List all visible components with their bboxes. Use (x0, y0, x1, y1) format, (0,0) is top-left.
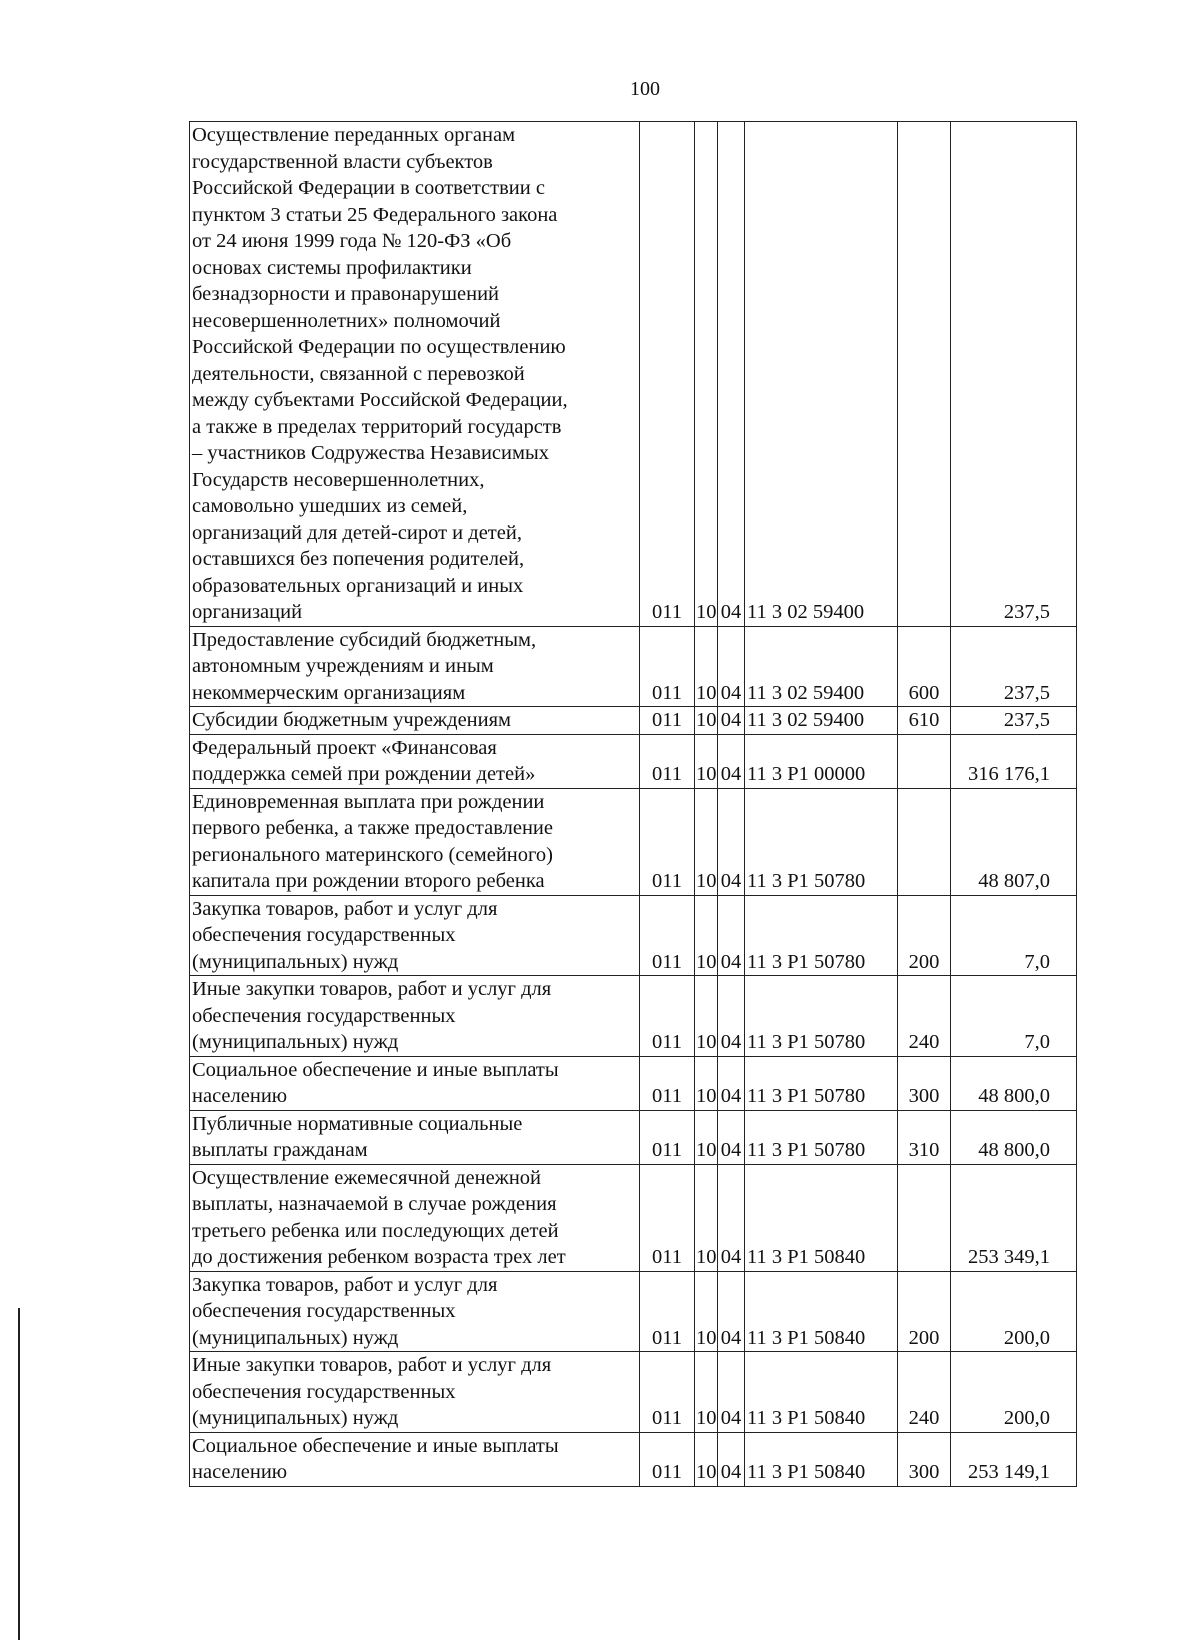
table-body (190, 122, 1077, 1487)
expense-name-cell: Социальное обеспечение и иные выплаты населению (190, 1432, 640, 1486)
ministry-code-cell: 011 (640, 1164, 695, 1271)
section-code-cell: 10 (695, 1352, 718, 1433)
target-article-cell: 11 3 P1 50780 (745, 895, 898, 976)
section-code-cell: 10 (695, 1164, 718, 1271)
amount-cell: 237,5 (951, 707, 1077, 735)
table-row (190, 895, 1077, 976)
amount-cell: 48 800,0 (951, 1056, 1077, 1110)
subsection-code-cell: 04 (718, 122, 745, 627)
amount-cell: 316 176,1 (951, 734, 1077, 788)
expense-type-cell: 600 (898, 626, 951, 707)
subsection-code-cell: 04 (718, 626, 745, 707)
subsection-code-cell: 04 (718, 1271, 745, 1352)
table-row (190, 122, 1077, 627)
target-article-cell: 11 3 P1 50780 (745, 788, 898, 895)
table-row (190, 788, 1077, 895)
ministry-code-cell: 011 (640, 707, 695, 735)
section-code-cell: 10 (695, 1056, 718, 1110)
ministry-code-cell: 011 (640, 1432, 695, 1486)
target-article-cell: 11 3 P1 50840 (745, 1271, 898, 1352)
amount-cell: 48 807,0 (951, 788, 1077, 895)
expense-name-cell: Закупка товаров, работ и услуг для обеспечения государственных (муниципальных) нужд (190, 895, 640, 976)
target-article-cell: 11 3 P1 50780 (745, 976, 898, 1057)
expense-type-cell: 300 (898, 1056, 951, 1110)
subsection-code-cell: 04 (718, 1352, 745, 1433)
amount-cell: 253 149,1 (951, 1432, 1077, 1486)
subsection-code-cell: 04 (718, 1164, 745, 1271)
ministry-code-cell: 011 (640, 895, 695, 976)
expense-name-cell: Осуществление ежемесячной денежной выплаты, назначаемой в случае рождения третьего ребенка или последующих детей до достижения ребенком возраста трех лет (190, 1164, 640, 1271)
ministry-code-cell: 011 (640, 1056, 695, 1110)
section-code-cell: 10 (695, 976, 718, 1057)
budget-table (189, 121, 1077, 1487)
subsection-code-cell: 04 (718, 1110, 745, 1164)
expense-type-cell: 200 (898, 895, 951, 976)
table-row (190, 1432, 1077, 1486)
section-code-cell: 10 (695, 122, 718, 627)
table-row (190, 707, 1077, 735)
table-row (190, 626, 1077, 707)
target-article-cell: 11 3 P1 00000 (745, 734, 898, 788)
ministry-code-cell: 011 (640, 734, 695, 788)
target-article-cell: 11 3 P1 50840 (745, 1352, 898, 1433)
subsection-code-cell: 04 (718, 895, 745, 976)
page-number: 100 (630, 78, 660, 100)
expense-name-cell: Иные закупки товаров, работ и услуг для обеспечения государственных (муниципальных) нужд (190, 976, 640, 1057)
ministry-code-cell: 011 (640, 122, 695, 627)
subsection-code-cell: 04 (718, 734, 745, 788)
expense-name-cell: Закупка товаров, работ и услуг для обеспечения государственных (муниципальных) нужд (190, 1271, 640, 1352)
table-row (190, 976, 1077, 1057)
expense-type-cell: 610 (898, 707, 951, 735)
amount-cell: 237,5 (951, 122, 1077, 627)
expense-name-cell: Федеральный проект «Финансовая поддержка семей при рождении детей» (190, 734, 640, 788)
table-row (190, 1056, 1077, 1110)
target-article-cell: 11 3 P1 50780 (745, 1056, 898, 1110)
section-code-cell: 10 (695, 788, 718, 895)
target-article-cell: 11 3 02 59400 (745, 707, 898, 735)
amount-cell: 7,0 (951, 976, 1077, 1057)
table-row (190, 1352, 1077, 1433)
section-code-cell: 10 (695, 626, 718, 707)
expense-type-cell: 310 (898, 1110, 951, 1164)
subsection-code-cell: 04 (718, 707, 745, 735)
subsection-code-cell: 04 (718, 976, 745, 1057)
subsection-code-cell: 04 (718, 1056, 745, 1110)
table-row (190, 1271, 1077, 1352)
target-article-cell: 11 3 02 59400 (745, 122, 898, 627)
expense-name-cell: Социальное обеспечение и иные выплаты населению (190, 1056, 640, 1110)
expense-name-cell: Осуществление переданных органам государственной власти субъектов Российской Федерации в соответствии с пунктом 3 статьи 25 Федерального закона от 24 июня 1999 года № 120-ФЗ «Об основах системы профилактики безнадзорности и правонарушений несовершеннолетних» полномочий Российской Федерации по осуществлению деятельности, связанной с перевозкой между субъектами Российской Федерации, а также в пределах территорий государств – участников Содружества Независимых Государств несовершеннолетних, самовольно ушедших из семей, организаций для детей-сирот и детей, оставшихся без попечения родителей, образовательных организаций и иных организаций (190, 122, 640, 627)
target-article-cell: 11 3 P1 50840 (745, 1432, 898, 1486)
table-row (190, 1110, 1077, 1164)
ministry-code-cell: 011 (640, 626, 695, 707)
expense-type-cell: 300 (898, 1432, 951, 1486)
ministry-code-cell: 011 (640, 1352, 695, 1433)
subsection-code-cell: 04 (718, 788, 745, 895)
amount-cell: 48 800,0 (951, 1110, 1077, 1164)
section-code-cell: 10 (695, 1271, 718, 1352)
section-code-cell: 10 (695, 895, 718, 976)
expense-type-cell: 240 (898, 1352, 951, 1433)
subsection-code-cell: 04 (718, 1432, 745, 1486)
table-row (190, 734, 1077, 788)
expense-name-cell: Публичные нормативные социальные выплаты гражданам (190, 1110, 640, 1164)
expense-type-cell (898, 1164, 951, 1271)
section-code-cell: 10 (695, 1432, 718, 1486)
amount-cell: 237,5 (951, 626, 1077, 707)
expense-name-cell: Единовременная выплата при рождении первого ребенка, а также предоставление регионального материнского (семейного) капитала при рождении второго ребенка (190, 788, 640, 895)
expense-type-cell (898, 788, 951, 895)
expense-name-cell: Иные закупки товаров, работ и услуг для обеспечения государственных (муниципальных) нужд (190, 1352, 640, 1433)
section-code-cell: 10 (695, 1110, 718, 1164)
ministry-code-cell: 011 (640, 1271, 695, 1352)
margin-line (18, 1308, 20, 1640)
table-row (190, 1164, 1077, 1271)
ministry-code-cell: 011 (640, 788, 695, 895)
ministry-code-cell: 011 (640, 976, 695, 1057)
target-article-cell: 11 3 P1 50780 (745, 1110, 898, 1164)
expense-type-cell: 200 (898, 1271, 951, 1352)
expense-type-cell (898, 734, 951, 788)
amount-cell: 200,0 (951, 1352, 1077, 1433)
section-code-cell: 10 (695, 734, 718, 788)
expense-type-cell (898, 122, 951, 627)
target-article-cell: 11 3 02 59400 (745, 626, 898, 707)
expense-name-cell: Субсидии бюджетным учреждениям (190, 707, 640, 735)
amount-cell: 200,0 (951, 1271, 1077, 1352)
expense-type-cell: 240 (898, 976, 951, 1057)
expense-name-cell: Предоставление субсидий бюджетным, автономным учреждениям и иным некоммерческим организациям (190, 626, 640, 707)
section-code-cell: 10 (695, 707, 718, 735)
ministry-code-cell: 011 (640, 1110, 695, 1164)
amount-cell: 7,0 (951, 895, 1077, 976)
target-article-cell: 11 3 P1 50840 (745, 1164, 898, 1271)
amount-cell: 253 349,1 (951, 1164, 1077, 1271)
